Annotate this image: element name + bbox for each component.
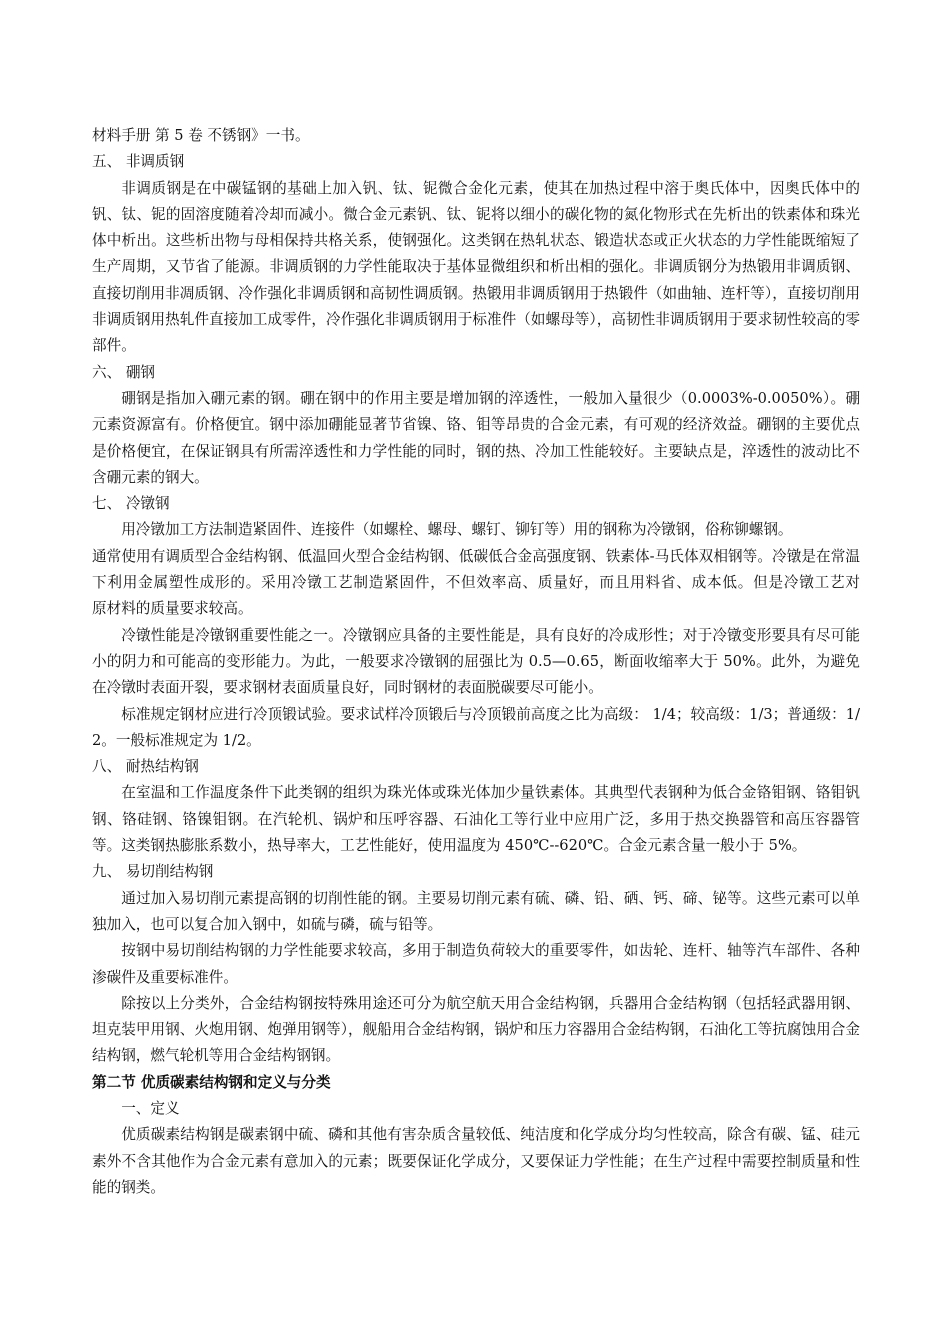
paragraph-heat-resistant-steel: 在室温和工作温度条件下此类钢的组织为珠光体或珠光体加少量铁素体。其典型代表钢种为低合金铬钼钢、铬钼钒钢、铬硅钢、铬镍钼钢。在汽轮机、锅炉和压呼容器、石油化工等行业中应用广泛，多用于热交换器管和高压容器管等。这类钢热膨胀系数小，热导率大，工艺性能好，使用温度为 450℃--620℃。合金元素含量一般小于 5%。 xyxy=(92,784,860,855)
heading-heat-resistant-steel: 八、 耐热结构钢 xyxy=(92,758,199,776)
heading-boron-steel: 六、 硼钢 xyxy=(92,363,156,381)
paragraph-definition: 优质碳素结构钢是碳素钢中硫、磷和其他有害杂质含量较低、纯洁度和化学成分均匀性较高，除含有碳、锰、硅元素外不含其他作为合金元素有意加入的元素；既要保证化学成分，又要保证力学性能；在生产过程中需要控制质量和性能的钢类。 xyxy=(92,1126,860,1196)
heading-free-cutting-steel: 九、 易切削结构钢 xyxy=(92,863,214,881)
subheading-definition: 一、定义 xyxy=(121,1099,180,1117)
document-page xyxy=(92,123,890,1201)
paragraph-cold-heading-properties: 冷镦性能是冷镦钢重要性能之一。冷镦钢应具备的主要性能是，具有良好的冷成形性；对于冷镦变形要具有尽可能小的阴力和可能高的变形能力。为此，一般要求冷镦钢的屈强比为 0.5—0.65，断面收缩率大于 50%。此外，为避免在冷镦时表面开裂，要求钢材表面质量良好，同时钢材的表面脱碳要尽可能小。 xyxy=(92,626,860,697)
heading-non-quenched-steel: 五、 非调质钢 xyxy=(92,153,185,171)
paragraph-non-quenched-steel: 非调质钢是在中碳锰钢的基础上加入钒、钛、铌微合金化元素，使其在加热过程中溶于奥氏体中，因奥氏体中的钒、钛、铌的固溶度随着冷却而减小。微合金元素钒、钛、铌将以细小的碳化物的氮化物形式在先析出的铁素体和珠光体中析出。这些析出物与母相保持共格关系，使钢强化。这类钢在热轧状态、锻造状态或正火状态的力学性能既缩短了生产周期，又节省了能源。非调质钢的力学性能取决于基体显微组织和析出相的强化。非调质钢分为热锻用非调质钢、直接切削用非凋质钢、冷作强化非调质钢和高韧性调质钢。热锻用非调质钢用于热锻件（如曲轴、连杆等），直接切削用非调质钢用热轧件直接加工成零件，冷作强化非调质钢用于标准件（如螺母等），高韧性非调质钢用于要求韧性较高的零部件。 xyxy=(92,179,860,355)
paragraph-cold-heading-usage: 通常使用有调质型合金结构钢、低温回火型合金结构钢、低碳低合金高强度钢、铁素体-马氏体双相钢等。冷镦是在常温下利用金属塑性成形的。采用冷镦工艺制造紧固件，不但效率高、质量好，而且用料省、成本低。但是冷镦工艺对 原材料的质量要求较高。 xyxy=(92,547,890,618)
heading-cold-heading-steel: 七、 冷镦钢 xyxy=(92,495,170,513)
paragraph-free-cutting-elements: 通过加入易切削元素提高钢的切削性能的钢。主要易切削元素有硫、磷、铅、硒、钙、碲、铋等。这些元素可以单独加入，也可以复合加入钢中，如硫与磷，硫与铅等。 xyxy=(92,889,860,933)
paragraph-free-cutting-usage: 按钢中易切削结构钢的力学性能要求较高，多用于制造负荷较大的重要零件，如齿轮、连杆、轴等汽车部件、各种渗碳件及重要标准件。 xyxy=(92,942,860,986)
section-heading-quality-carbon-steel: 第二节 优质碳素结构钢和定义与分类 xyxy=(92,1073,331,1091)
continued-text: 材料手册 第 5 卷 不锈钢》一书。 xyxy=(92,127,310,144)
paragraph-cold-heading-intro: 用冷镦加工方法制造紧固件、连接件（如螺栓、螺母、螺钉、铆钉等）用的钢称为冷镦钢，俗称铆螺钢。 xyxy=(121,521,793,539)
paragraph-special-use-classification: 除按以上分类外，合金结构钢按特殊用途还可分为航空航天用合金结构钢，兵器用合金结构钢（包括轻武器用钢、坦克装甲用钢、火炮用钢、炮弹用钢等），舰船用合金结构钢，锅炉和压力容器用合金结构钢，石油化工等抗腐蚀用合金结构钢，燃气轮机等用合金结构钢钢。 xyxy=(92,994,860,1065)
paragraph-cold-heading-standard: 标准规定钢材应进行冷顶锻试验。要求试样冷顶锻后与冷顶锻前高度之比为高级： 1/4；较高级：1/3；普通级：1/2。一般标准规定为 1/2。 xyxy=(92,705,860,749)
paragraph-boron-steel: 硼钢是指加入硼元素的钢。硼在钢中的作用主要是增加钢的淬透性，一般加入量很少（0.0003%-0.0050%）。硼元素资源富有。价格便宜。钢中添加硼能显著节省镍、铬、钼等昂贵的合金元素，有可观的经济效益。硼钢的主要优点是价格便宜，在保证钢具有所需淬透性和力学性能的同时，钢的热、冷加工性能较好。主要缺点是，淬透性的波动比不含硼元素的钢大。 xyxy=(92,389,860,486)
